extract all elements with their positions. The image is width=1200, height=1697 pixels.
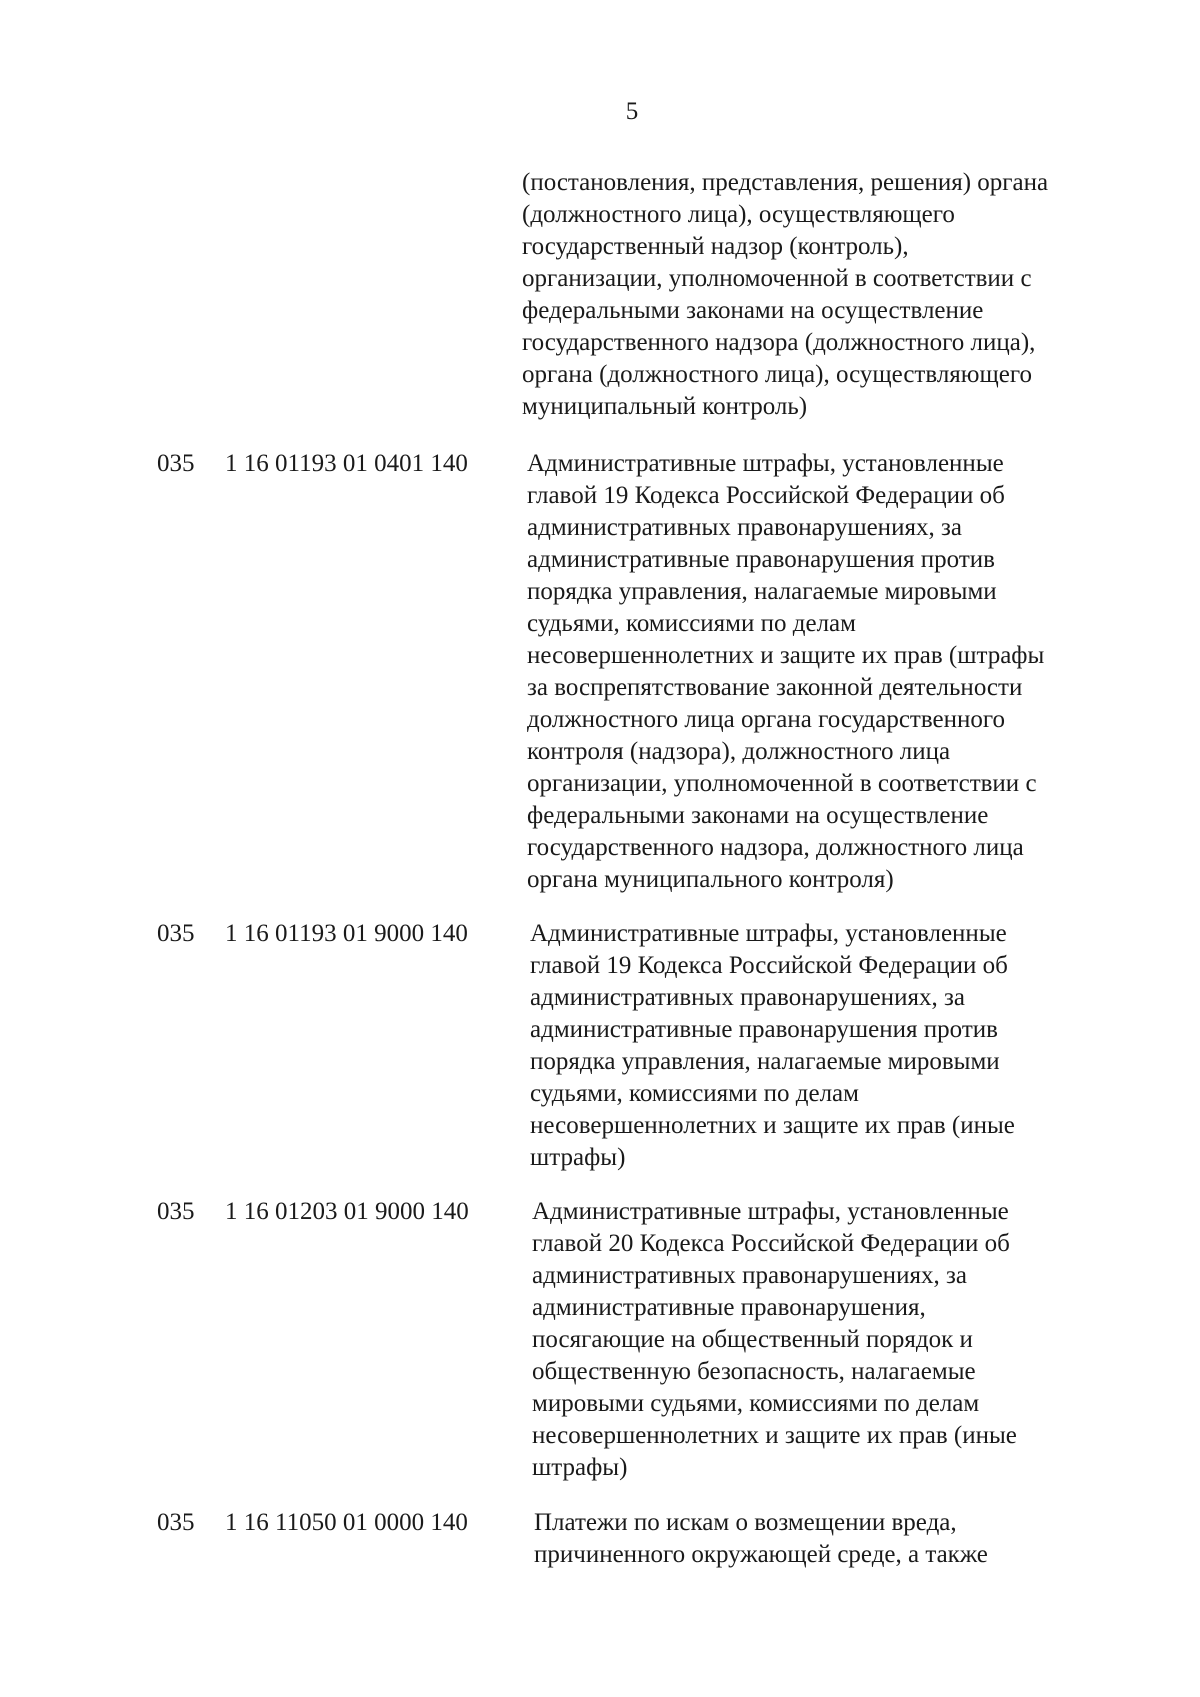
kbk-code: 1 16 01193 01 9000 140 (225, 920, 468, 947)
text-line: за воспрепятствование законной деятельности (527, 674, 1023, 701)
text-line: административных правонарушениях, за (527, 514, 962, 541)
text-line: Административные штрафы, установленные (530, 920, 1007, 947)
text-line: порядка управления, налагаемые мировыми (530, 1048, 1000, 1075)
text-line: мировыми судьями, комиссиями по делам (532, 1390, 980, 1417)
text-line: причиненного окружающей среде, а также (534, 1541, 988, 1568)
admin-code: 035 (157, 1198, 195, 1225)
text-line: федеральными законами на осуществление (522, 297, 984, 324)
text-line: административных правонарушениях, за (532, 1262, 967, 1289)
text-line: (должностного лица), осуществляющего (522, 201, 955, 228)
text-line: должностного лица органа государственного (527, 706, 1006, 733)
page-number: 5 (625, 98, 639, 125)
text-line: главой 19 Кодекса Российской Федерации об (527, 482, 1005, 509)
kbk-code: 1 16 01193 01 0401 140 (225, 450, 468, 477)
text-line: государственного надзора (должностного лица), (522, 329, 1036, 356)
text-line: органа (должностного лица), осуществляющего (522, 361, 1032, 388)
text-line: общественную безопасность, налагаемые (532, 1358, 976, 1385)
kbk-code: 1 16 11050 01 0000 140 (225, 1509, 468, 1536)
text-line: несовершеннолетних и защите их прав (иные (530, 1112, 1015, 1139)
admin-code: 035 (157, 920, 195, 947)
text-line: несовершеннолетних и защите их прав (иные (532, 1422, 1017, 1449)
text-line: порядка управления, налагаемые мировыми (527, 578, 997, 605)
text-line: Платежи по искам о возмещении вреда, (534, 1509, 957, 1536)
text-line: судьями, комиссиями по делам (527, 610, 856, 637)
admin-code: 035 (157, 450, 195, 477)
text-line: государственного надзора, должностного лица (527, 834, 1024, 861)
text-line: судьями, комиссиями по делам (530, 1080, 859, 1107)
text-line: штрафы) (532, 1454, 628, 1481)
text-line: органа муниципального контроля) (527, 866, 894, 893)
text-line: административные правонарушения против (527, 546, 995, 573)
text-line: административных правонарушениях, за (530, 984, 965, 1011)
text-line: контроля (надзора), должностного лица (527, 738, 951, 765)
text-line: главой 20 Кодекса Российской Федерации об (532, 1230, 1010, 1257)
text-line: посягающие на общественный порядок и (532, 1326, 973, 1353)
text-line: Административные штрафы, установленные (527, 450, 1004, 477)
text-line: организации, уполномоченной в соответствии с (527, 770, 1037, 797)
text-line: (постановления, представления, решения) органа (522, 169, 1049, 196)
text-line: административные правонарушения, (532, 1294, 926, 1321)
text-line: муниципальный контроль) (522, 393, 808, 420)
text-line: несовершеннолетних и защите их прав (штрафы (527, 642, 1045, 669)
text-line: штрафы) (530, 1144, 626, 1171)
text-line: организации, уполномоченной в соответствии с (522, 265, 1032, 292)
admin-code: 035 (157, 1509, 195, 1536)
text-line: федеральными законами на осуществление (527, 802, 989, 829)
kbk-code: 1 16 01203 01 9000 140 (225, 1198, 469, 1225)
text-line: Административные штрафы, установленные (532, 1198, 1009, 1225)
text-line: главой 19 Кодекса Российской Федерации об (530, 952, 1008, 979)
text-line: административные правонарушения против (530, 1016, 998, 1043)
text-line: государственный надзор (контроль), (522, 233, 909, 260)
